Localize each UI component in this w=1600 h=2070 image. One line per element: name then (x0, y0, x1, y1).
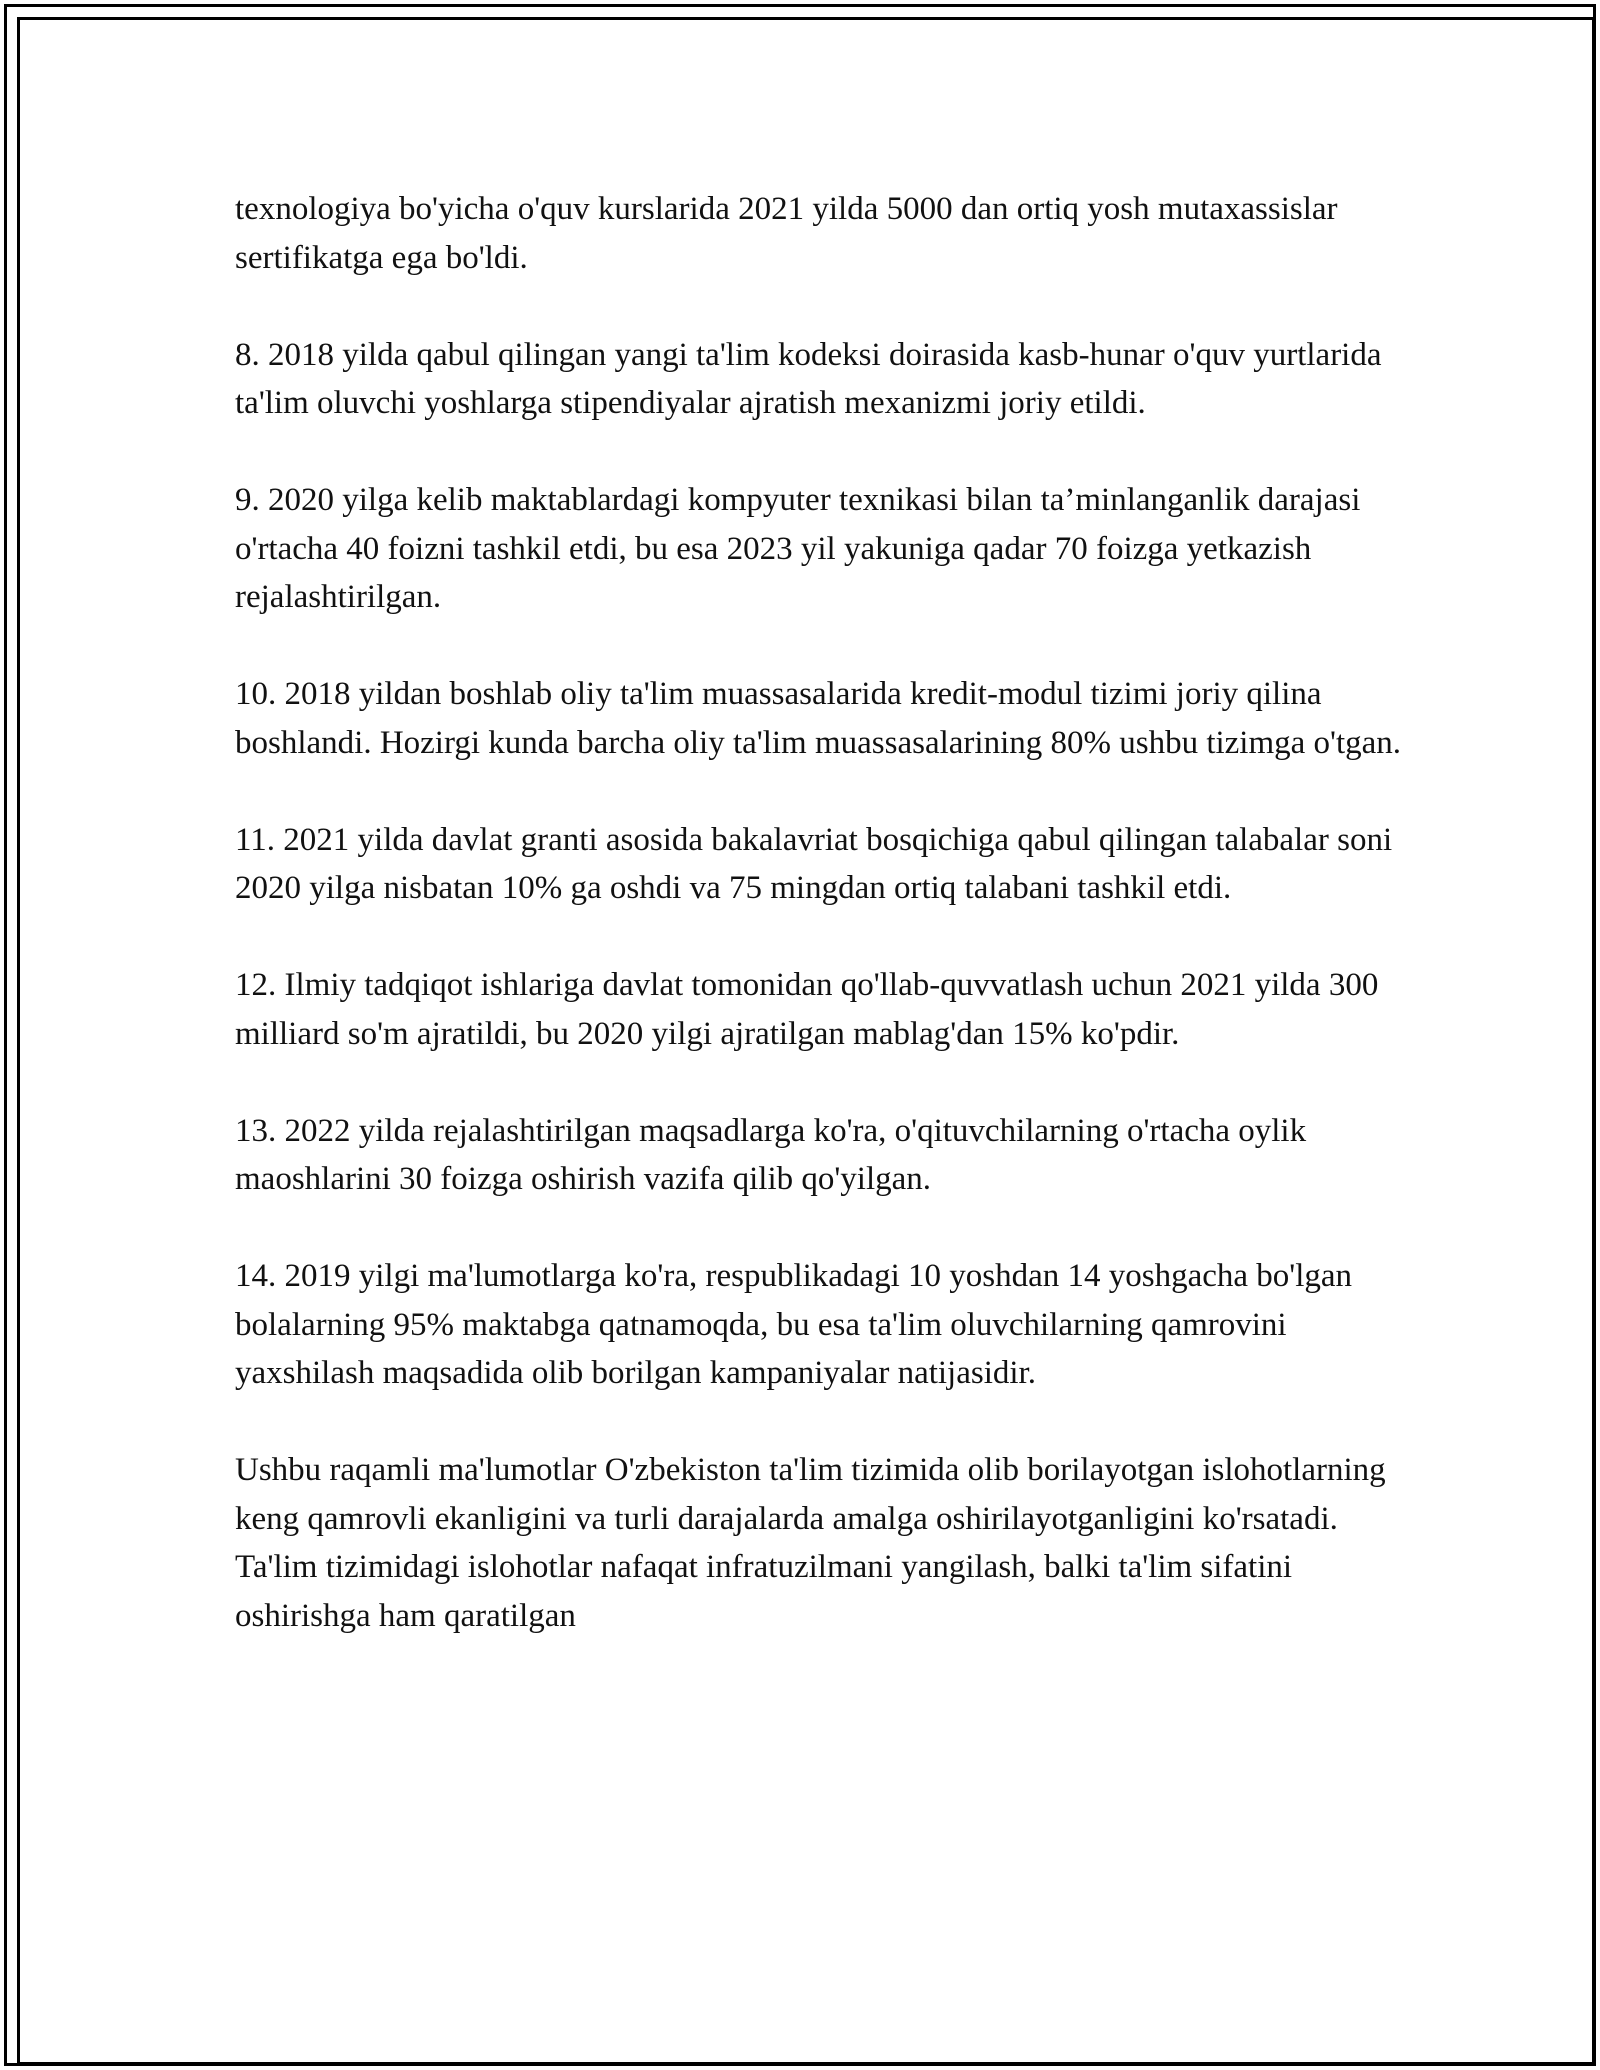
paragraph-item-8: 8. 2018 yilda qabul qilingan yangi ta'lim kodeksi doirasida kasb-hunar o'quv yurtlarida ta'lim oluvchi yoshlarga stipendiyalar ajratish mexanizmi joriy etildi. (235, 336, 1382, 421)
paragraph-item-12: 12. Ilmiy tadqiqot ishlariga davlat tomonidan qo'llab-quvvatlash uchun 2021 yilda 300 milliard so'm ajratildi, bu 2020 yilgi ajratilgan mablag'dan 15% ko'pdir. (235, 967, 1379, 1052)
paragraph-item-14: 14. 2019 yilgi ma'lumotlarga ko'ra, respublikadagi 10 yoshdan 14 yoshgacha bo'lgan bolalarning 95% maktabga qatnamoqda, bu esa ta'lim oluvchilarning qamrovini yaxshilash maqsadida olib borilgan kampaniyalar natijasidir. (235, 1258, 1353, 1391)
document-body (235, 185, 1415, 1640)
paragraph-item-13: 13. 2022 yilda rejalashtirilgan maqsadlarga ko'ra, o'qituvchilarning o'rtacha oylik maoshlarini 30 foizga oshirish vazifa qilib qo'yilgan. (235, 1112, 1307, 1197)
paragraph-summary: Ushbu raqamli ma'lumotlar O'zbekiston ta'lim tizimida olib borilayotgan islohotlarning keng qamrovli ekanligini va turli darajalarda amalga oshirilayotganligini ko'rsatadi. Ta'lim tizimidagi islohotlar nafaqat infratuzilmani yangilash, balki ta'lim sifatini oshirishga ham qaratilgan (235, 1452, 1386, 1634)
paragraph-item-9: 9. 2020 yilga kelib maktablardagi kompyuter texnikasi bilan ta’minlanganlik darajasi o'rtacha 40 foizni tashkil etdi, bu esa 2023 yil yakuniga qadar 70 foizga yetkazish rejalashtirilgan. (235, 482, 1361, 615)
paragraph-item-10: 10. 2018 yildan boshlab oliy ta'lim muassasalarida kredit-modul tizimi joriy qilina boshlandi. Hozirgi kunda barcha oliy ta'lim muassasalarining 80% ushbu tizimga o'tgan. (235, 676, 1402, 761)
paragraph-item-11: 11. 2021 yilda davlat granti asosida bakalavriat bosqichiga qabul qilingan talabalar soni 2020 yilga nisbatan 10% ga oshdi va 75 mingdan ortiq talabani tashkil etdi. (235, 821, 1393, 906)
paragraph-continuation: texnologiya bo'yicha o'quv kurslarida 2021 yilda 5000 dan ortiq yosh mutaxassislar sertifikatga ega bo'ldi. (235, 191, 1338, 276)
